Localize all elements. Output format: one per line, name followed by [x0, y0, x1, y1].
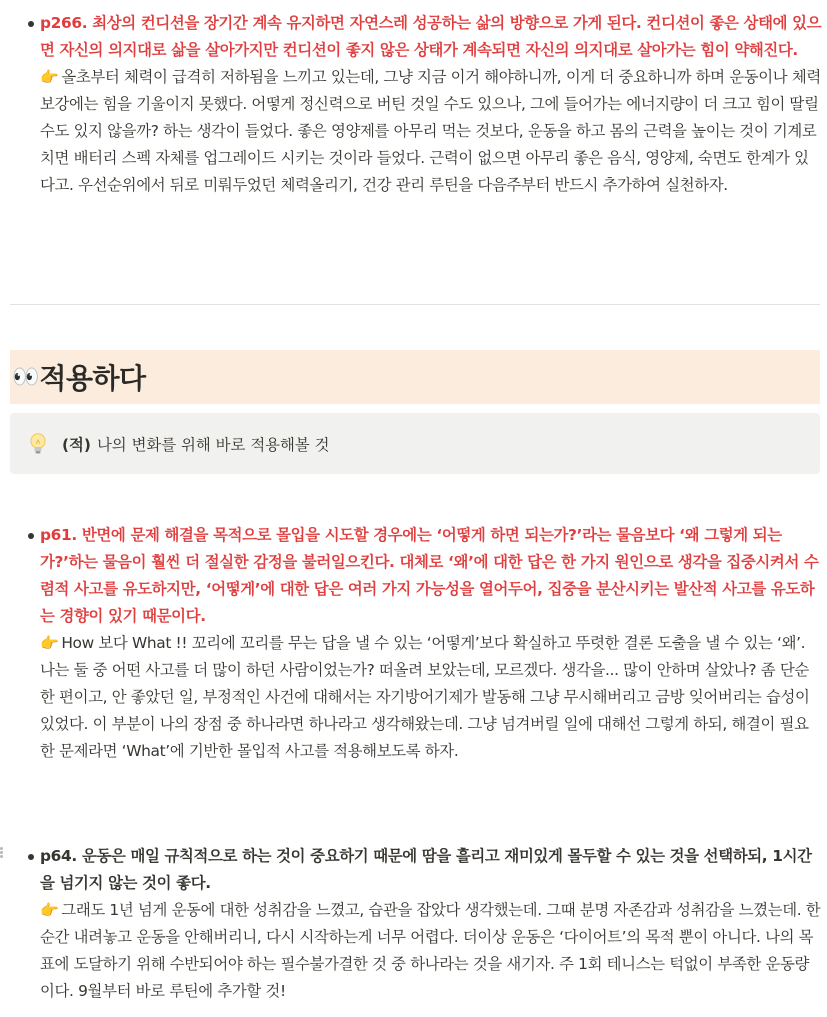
quote-block-p64 [10, 843, 822, 1005]
page-ref: p64. [40, 847, 77, 865]
quote-block-p266 [10, 10, 822, 199]
drag-handle-icon[interactable] [0, 847, 8, 861]
pointing-hand-icon: 👉 [40, 901, 59, 919]
quote-block-p61 [10, 522, 822, 765]
bullet-text[interactable] [40, 522, 822, 765]
reflection-note: 그래도 1년 넘게 운동에 대한 성취감을 느꼈고, 습관을 잡았다 생각했는데. 그때 분명 자존감과 성취감을 느꼈는데. 한 순간 내려놓고 운동을 안해버리니, 다시 시작하는게 너무 어렵다. 더이상 운동은 ‘다이어트’의 목적 뿐이 아니다. 나의 목표에 도달하기 위해 수반되어야 하는 필수불가결한 것 중 하나라는 것을 새기자. 주 1회 테니스는 턱없이 부족한 운동량이다. 9월부터 바로 루틴에 추가할 것! [40, 901, 821, 1000]
reflection-note: 올초부터 체력이 급격히 저하됨을 느끼고 있는데, 그냥 지금 이거 해야하니까, 이게 더 중요하니까 하며 운동이나 체력 보강에는 힘을 기울이지 못했다. 어떻게 정신력으로 버틴 것일 수도 있으나, 그에 들어가는 에너지량이 더 크고 힘이 딸릴 수도 있지 않을까? 하는 생각이 들었다. 좋은 영양제를 아무리 먹는 것보다, 운동을 하고 몸의 근력을 높이는 것이 기계로 치면 배터리 스펙 자체를 업그레이드 시키는 것이라 들었다. 근력이 없으면 아무리 좋은 음식, 영양제, 숙면도 한계가 있다고. 우선순위에서 뒤로 미뤄두었던 체력올리기, 건강 관리 루틴을 다음주부터 반드시 추가하여 실천하자. [40, 68, 821, 194]
book-quote: 운동은 매일 규칙적으로 하는 것이 중요하기 때문에 땀을 흘리고 재미있게 몰두할 수 있는 것을 선택하되, 1시간을 넘기지 않는 것이 좋다. [40, 847, 812, 892]
bullet-text[interactable] [40, 10, 822, 199]
pointing-hand-icon: 👉 [40, 68, 59, 86]
bullet-text[interactable] [40, 843, 822, 1005]
page-ref: p266. [40, 14, 88, 32]
callout[interactable] [10, 413, 820, 474]
book-quote: 반면에 문제 해결을 목적으로 몰입을 시도할 경우에는 ‘어떻게 하면 되는가?’라는 물음보다 ‘왜 그렇게 되는가?’하는 물음이 훨씬 더 절실한 감정을 불러일으킨다. 대체로 ‘왜’에 대한 답은 한 가지 원인으로 생각을 집중시켜서 수렴적 사고를 유도하지만, ‘어떻게’에 대한 답은 여러 가지 가능성을 열어두어, 집중을 분산시키는 발산적 사고를 유도하는 경향이 있기 때문이다. [40, 526, 819, 625]
bullet-dot [10, 843, 40, 1005]
callout-tag: (적) [62, 435, 91, 454]
book-quote: 최상의 컨디션을 장기간 계속 유지하면 자연스레 성공하는 삶의 방향으로 가게 된다. 컨디션이 좋은 상태에 있으면 자신의 의지대로 삶을 살아가지만 컨디션이 좋지 않은 상태가 계속되면 자신의 의지대로 살아가는 힘이 약해진다. [40, 14, 822, 59]
callout-text: 나의 변화를 위해 바로 적용해볼 것 [96, 435, 330, 454]
divider [10, 304, 820, 305]
heading-title: 적용하다 [39, 362, 146, 395]
lightbulb-icon [30, 433, 46, 455]
section-heading[interactable] [10, 350, 820, 404]
page-ref: p61. [40, 526, 77, 544]
reflection-note: How 보다 What !! 꼬리에 꼬리를 무는 답을 낼 수 있는 ‘어떻게’보다 확실하고 뚜렷한 결론 도출을 낼 수 있는 ‘왜’. 나는 둘 중 어떤 사고를 더 많이 하던 사람이었는가? 떠올려 보았는데, 모르겠다. 생각을... 많이 안하며 살았나? 좀 단순한 편이고, 안 좋았던 일, 부정적인 사건에 대해서는 자기방어기제가 발동해 그냥 무시해버리고 금방 잊어버리는 습성이 있었다. 이 부분이 나의 장점 중 하나라면 하나라고 생각해왔는데. 그냥 넘겨버릴 일에 대해선 그렇게 하되, 해결이 필요한 문제라면 ‘What’에 기반한 몰입적 사고를 적용해보도록 하자. [40, 634, 810, 760]
eyes-icon: 👀 [12, 364, 38, 390]
pointing-hand-icon: 👉 [40, 634, 59, 652]
bullet-dot [10, 10, 40, 199]
bullet-dot [10, 522, 40, 765]
